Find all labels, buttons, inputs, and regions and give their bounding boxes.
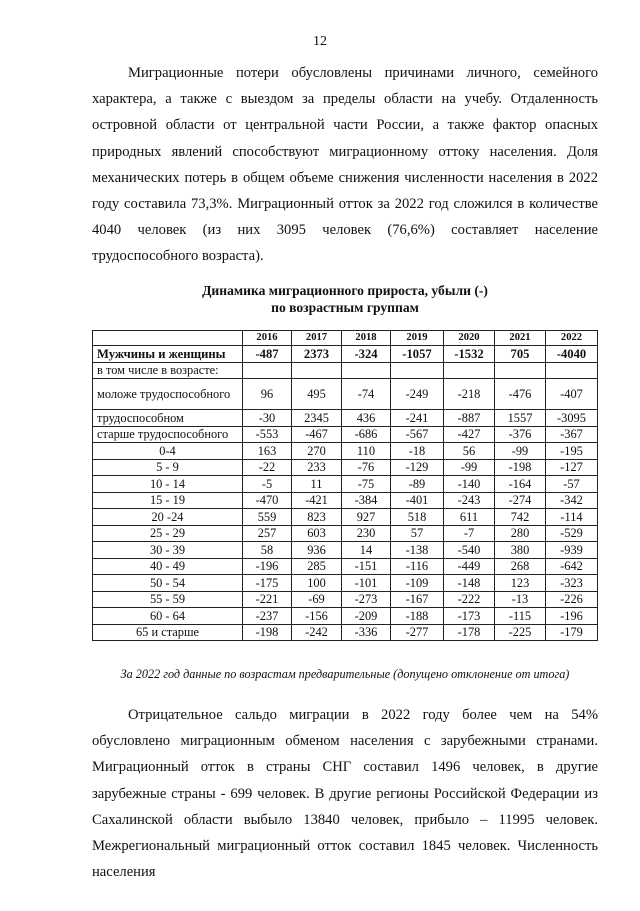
table-cell: -243 (444, 492, 495, 509)
table-cell: -74 (342, 379, 391, 410)
table-cell: -196 (546, 608, 598, 625)
row-label: старше трудоспособного (93, 426, 243, 443)
table-cell: -22 (243, 459, 292, 476)
table-cell: -4040 (546, 346, 598, 363)
table-cell: -449 (444, 558, 495, 575)
paragraph-migration-losses: Миграционные потери обусловлены причинами личного, семейного характера, а также с выездом за пределы области на учебу. Отдаленность островной области от центральной части России, а также фактор опасных природных явлений способствуют миграционному оттоку населения. Доля механических потерь в общем объеме снижения численности населения в 2022 году составила 73,3%. Миграционный отток за 2022 год сложился в количестве 4040 человек (из них 3095 человек (76,6%) составляет население трудоспособного возраста). (92, 65, 598, 265)
table-cell: 14 (342, 542, 391, 559)
table-cell: -114 (546, 509, 598, 526)
table-cell: -324 (342, 346, 391, 363)
table-cell: -138 (391, 542, 444, 559)
table-row (93, 509, 598, 526)
table-cell: -421 (292, 492, 342, 509)
table-cell: -249 (391, 379, 444, 410)
row-label: 5 - 9 (93, 459, 243, 476)
table-cell: -101 (342, 575, 391, 592)
table-cell: 742 (495, 509, 546, 526)
table-row (93, 426, 598, 443)
table-row (93, 575, 598, 592)
table-row (93, 558, 598, 575)
table-cell: 823 (292, 509, 342, 526)
table-cell: -336 (342, 624, 391, 641)
table-cell: -57 (546, 476, 598, 493)
empty-cell (391, 362, 444, 379)
table-cell: 927 (342, 509, 391, 526)
row-label: 15 - 19 (93, 492, 243, 509)
table-cell: -3095 (546, 410, 598, 427)
table-cell: 268 (495, 558, 546, 575)
header-year: 2019 (391, 331, 444, 346)
table-cell: 705 (495, 346, 546, 363)
table-cell: -195 (546, 443, 598, 460)
table-cell: -99 (495, 443, 546, 460)
table-cell: -209 (342, 608, 391, 625)
row-label: трудоспособном (93, 410, 243, 427)
table-cell: -222 (444, 591, 495, 608)
table-cell: -196 (243, 558, 292, 575)
table-cell: -127 (546, 459, 598, 476)
table-cell: -476 (495, 379, 546, 410)
table-cell: -109 (391, 575, 444, 592)
table-cell: -164 (495, 476, 546, 493)
table-cell: -188 (391, 608, 444, 625)
table-cell: -178 (444, 624, 495, 641)
table-cell: 380 (495, 542, 546, 559)
table-cell: -226 (546, 591, 598, 608)
table-cell: -642 (546, 558, 598, 575)
page-number: 12 (313, 34, 327, 49)
table-cell: -129 (391, 459, 444, 476)
table-cell: -179 (546, 624, 598, 641)
header-year: 2022 (546, 331, 598, 346)
table-cell: 280 (495, 525, 546, 542)
table-cell: -140 (444, 476, 495, 493)
header-label-cell (93, 331, 243, 346)
table-cell: -277 (391, 624, 444, 641)
row-label: 30 - 39 (93, 542, 243, 559)
header-year: 2021 (495, 331, 546, 346)
table-cell: -167 (391, 591, 444, 608)
migration-table-container (92, 330, 598, 641)
table-cell: 56 (444, 443, 495, 460)
table-cell: -221 (243, 591, 292, 608)
table-footnote: За 2022 год данные по возрастам предварительные (допущено отклонение от итога) (120, 667, 570, 681)
row-label: 20 -24 (93, 509, 243, 526)
table-cell: 257 (243, 525, 292, 542)
table-cell: -76 (342, 459, 391, 476)
row-label: 40 - 49 (93, 558, 243, 575)
row-label: 50 - 54 (93, 575, 243, 592)
table-cell: -553 (243, 426, 292, 443)
table-cell: -376 (495, 426, 546, 443)
table-cell: -342 (546, 492, 598, 509)
table-cell: 1557 (495, 410, 546, 427)
table-cell: -273 (342, 591, 391, 608)
table-cell: 96 (243, 379, 292, 410)
empty-cell (495, 362, 546, 379)
table-row (93, 476, 598, 493)
table-cell: -470 (243, 492, 292, 509)
table-title-line-1: Динамика миграционного прироста, убыли (-) (202, 283, 488, 298)
table-cell: 57 (391, 525, 444, 542)
table-cell: -198 (495, 459, 546, 476)
table-cell: -156 (292, 608, 342, 625)
table-cell: -116 (391, 558, 444, 575)
table-row (93, 459, 598, 476)
table-cell: 270 (292, 443, 342, 460)
table-cell: -237 (243, 608, 292, 625)
table-cell: -427 (444, 426, 495, 443)
table-cell: -89 (391, 476, 444, 493)
row-label: моложе трудоспособного (93, 379, 243, 410)
empty-cell (342, 362, 391, 379)
table-cell: -241 (391, 410, 444, 427)
table-row (93, 542, 598, 559)
table-cell: -18 (391, 443, 444, 460)
header-year: 2016 (243, 331, 292, 346)
table-cell: 233 (292, 459, 342, 476)
empty-cell (243, 362, 292, 379)
table-cell: 285 (292, 558, 342, 575)
table-row (93, 591, 598, 608)
table-cell: -115 (495, 608, 546, 625)
table-cell: 11 (292, 476, 342, 493)
table-cell: 100 (292, 575, 342, 592)
table-cell: -487 (243, 346, 292, 363)
table-cell: -30 (243, 410, 292, 427)
paragraph-migration-balance: Отрицательное сальдо миграции в 2022 году более чем на 54% обусловлено миграционным обменом населения с зарубежными странами. Миграционный отток в страны СНГ составил 1496 человек, в другие зарубежные страны - 699 человек. В другие регионы Российской Федерации из Сахалинской области выбыло 13840 человек, прибыло – 11995 человек. Межрегиональный миграционный отток составил 1845 человек. Численность населения (92, 707, 598, 881)
table-cell: -274 (495, 492, 546, 509)
table-cell: -540 (444, 542, 495, 559)
row-label: в том числе в возрасте: (93, 362, 243, 379)
table-cell: -5 (243, 476, 292, 493)
table-cell: 163 (243, 443, 292, 460)
row-label: 25 - 29 (93, 525, 243, 542)
table-cell: -1532 (444, 346, 495, 363)
table-cell: -367 (546, 426, 598, 443)
table-cell: -467 (292, 426, 342, 443)
table-cell: -99 (444, 459, 495, 476)
table-cell: -7 (444, 525, 495, 542)
table-cell: -686 (342, 426, 391, 443)
table-cell: -1057 (391, 346, 444, 363)
table-row-total (93, 346, 598, 363)
table-cell: -401 (391, 492, 444, 509)
table-cell: -173 (444, 608, 495, 625)
table-cell: -75 (342, 476, 391, 493)
table-cell: 2345 (292, 410, 342, 427)
header-year: 2020 (444, 331, 495, 346)
table-cell: 603 (292, 525, 342, 542)
table-cell: -175 (243, 575, 292, 592)
empty-cell (546, 362, 598, 379)
table-row (93, 525, 598, 542)
table-cell: 58 (243, 542, 292, 559)
empty-cell (444, 362, 495, 379)
table-cell: -242 (292, 624, 342, 641)
table-cell: 495 (292, 379, 342, 410)
table-cell: -218 (444, 379, 495, 410)
table-row (93, 410, 598, 427)
table-cell: -225 (495, 624, 546, 641)
table-cell: -13 (495, 591, 546, 608)
table-title (92, 283, 598, 316)
row-label: 55 - 59 (93, 591, 243, 608)
table-cell: -198 (243, 624, 292, 641)
table-cell: -323 (546, 575, 598, 592)
table-cell: -407 (546, 379, 598, 410)
table-cell: 123 (495, 575, 546, 592)
table-cell: -887 (444, 410, 495, 427)
row-label: Мужчины и женщины (93, 346, 243, 363)
table-cell: 518 (391, 509, 444, 526)
table-cell: 2373 (292, 346, 342, 363)
table-row (93, 379, 598, 410)
table-row (93, 492, 598, 509)
table-cell: 110 (342, 443, 391, 460)
table-cell: 936 (292, 542, 342, 559)
table-row (93, 443, 598, 460)
table-cell: 436 (342, 410, 391, 427)
table-cell: -529 (546, 525, 598, 542)
table-cell: -384 (342, 492, 391, 509)
migration-table (92, 330, 598, 641)
table-header-row (93, 331, 598, 346)
header-year: 2017 (292, 331, 342, 346)
table-cell: -69 (292, 591, 342, 608)
table-cell: -939 (546, 542, 598, 559)
header-year: 2018 (342, 331, 391, 346)
row-label: 60 - 64 (93, 608, 243, 625)
table-cell: -151 (342, 558, 391, 575)
table-cell: 611 (444, 509, 495, 526)
table-title-line-2: по возрастным группам (271, 299, 419, 315)
row-label: 0-4 (93, 443, 243, 460)
table-row-subheader (93, 362, 598, 379)
empty-cell (292, 362, 342, 379)
table-cell: -148 (444, 575, 495, 592)
table-row (93, 624, 598, 641)
table-cell: -567 (391, 426, 444, 443)
table-cell: 559 (243, 509, 292, 526)
row-label: 10 - 14 (93, 476, 243, 493)
row-label: 65 и старше (93, 624, 243, 641)
table-row (93, 608, 598, 625)
table-cell: 230 (342, 525, 391, 542)
